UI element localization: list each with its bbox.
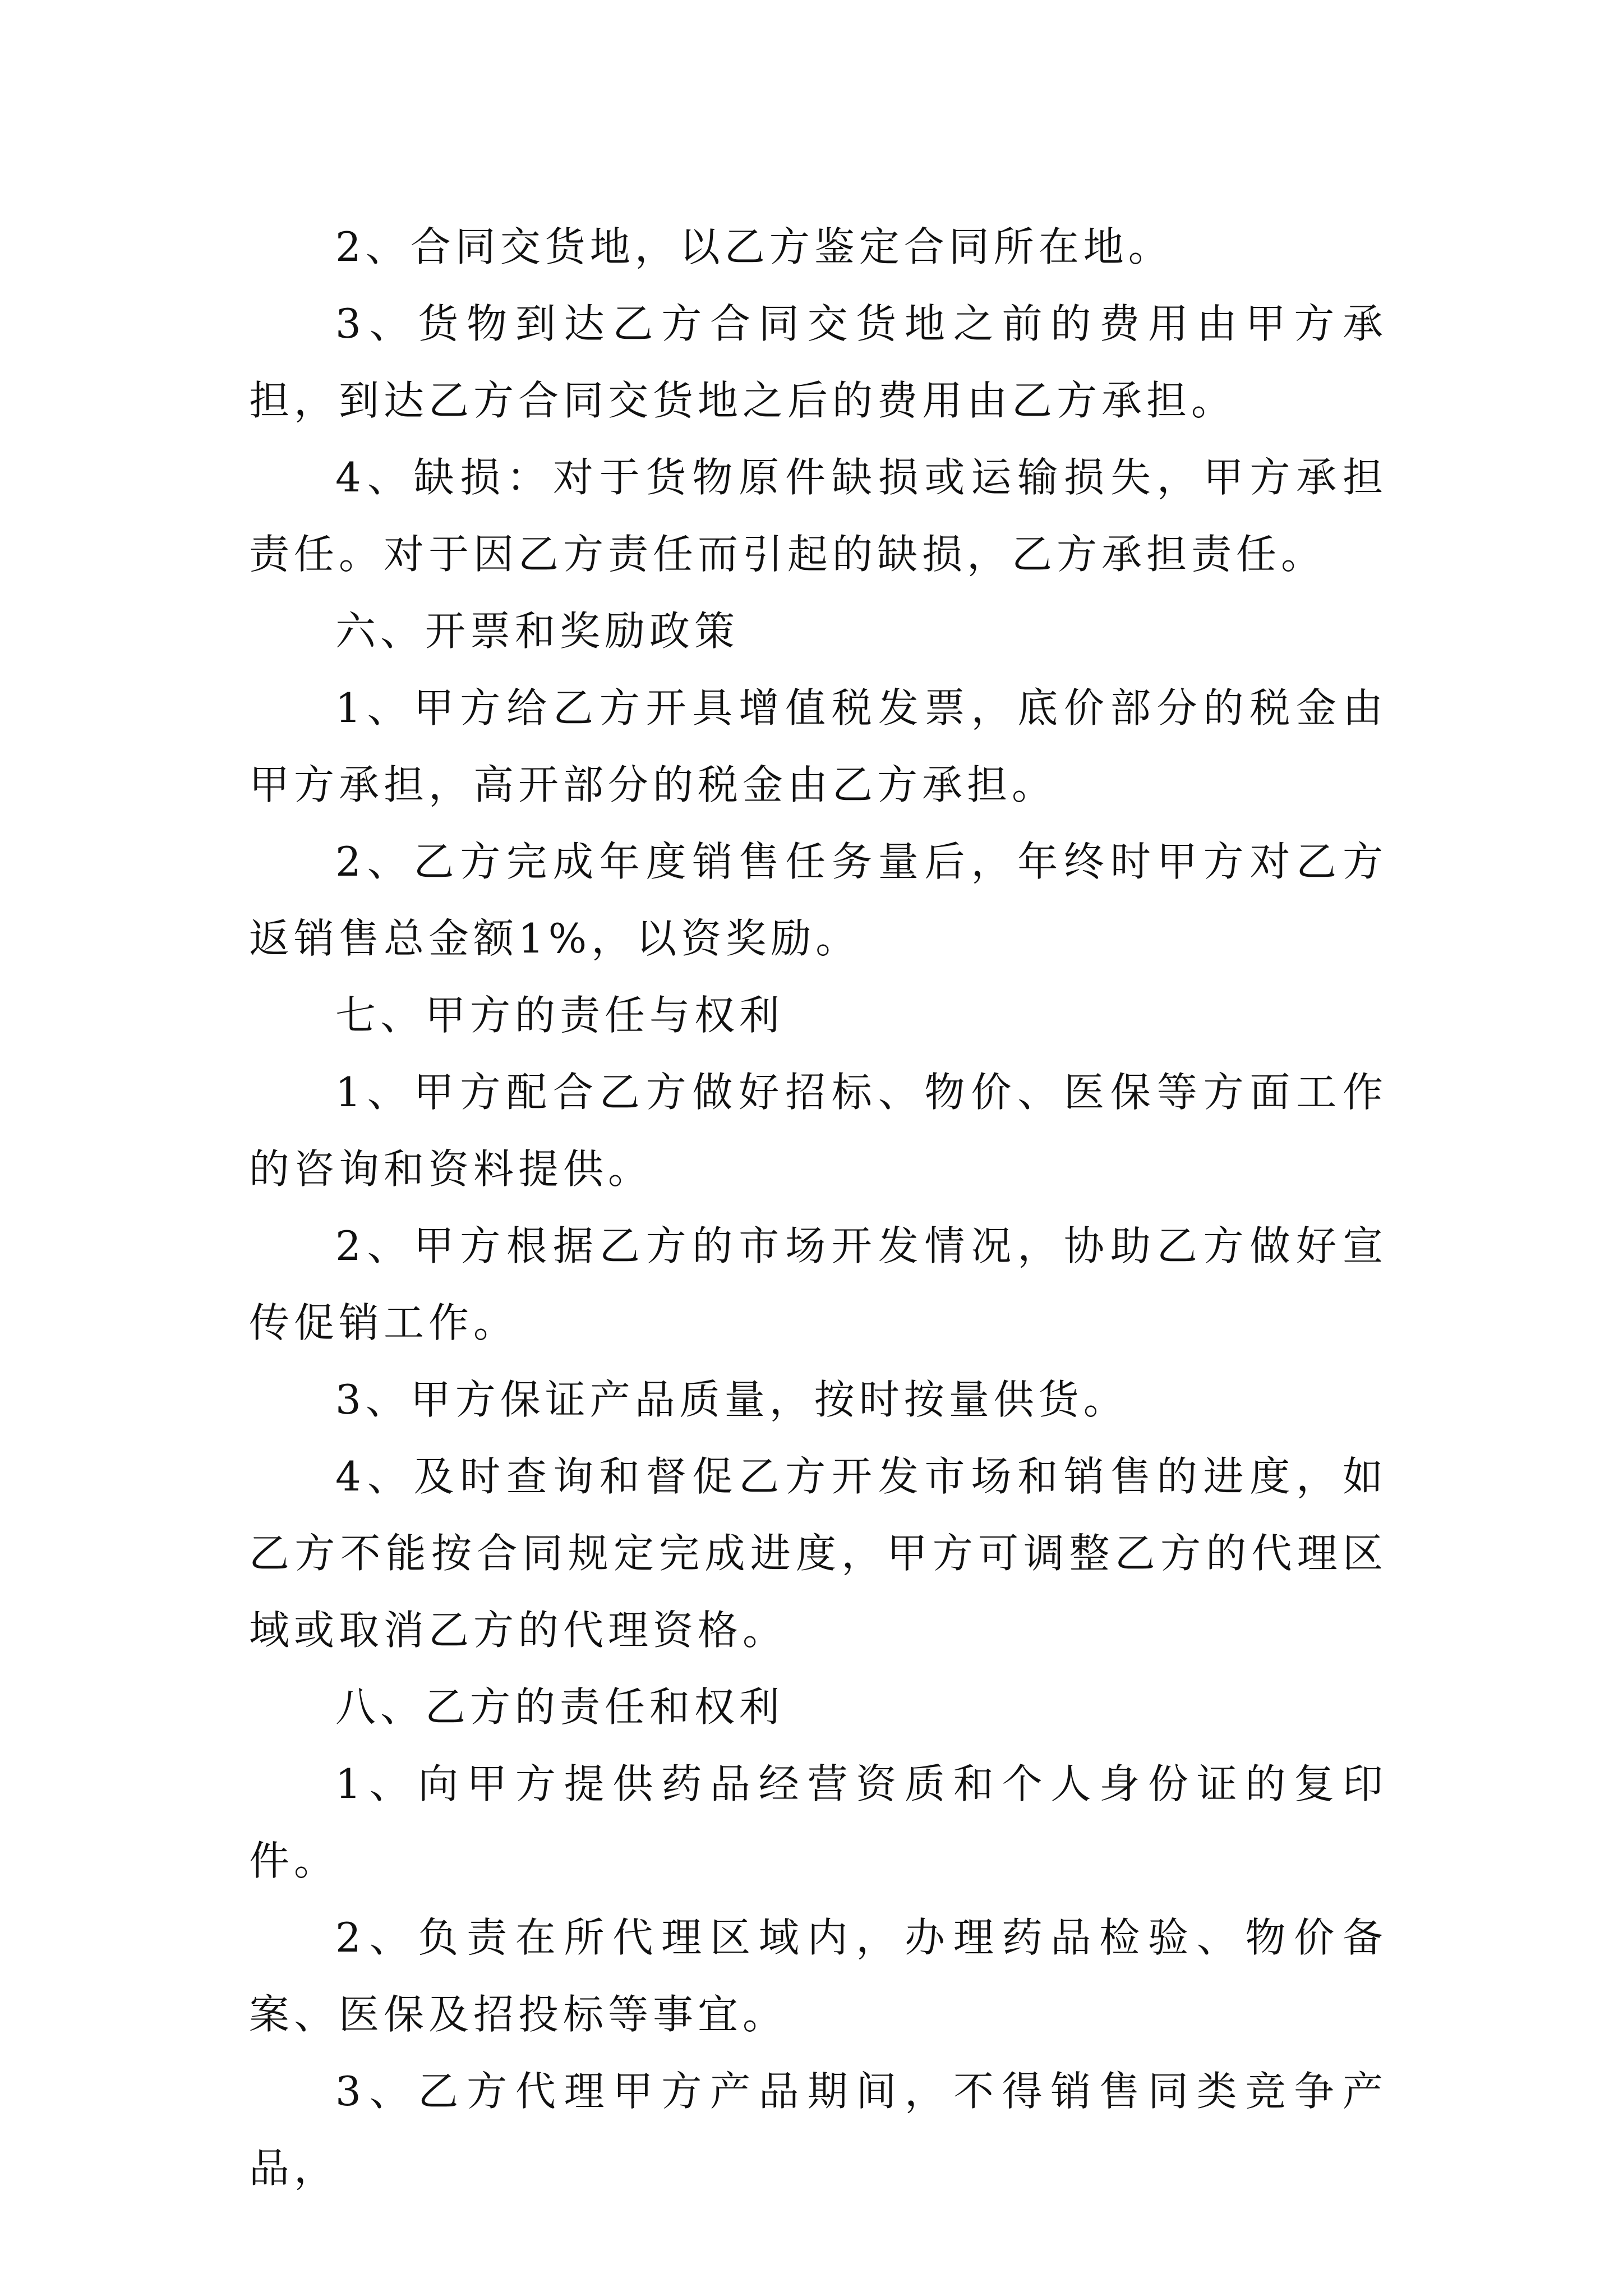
paragraph-party-a-promotion: 2、甲方根据乙方的市场开发情况，协助乙方做好宣传促销工作。 bbox=[249, 1222, 1387, 1346]
section-heading-invoicing: 六、开票和奖励政策 bbox=[335, 608, 740, 655]
document-body bbox=[249, 209, 1387, 2207]
paragraph-party-b-registration: 2、负责在所代理区域内，办理药品检验、物价备案、医保及招投标等事宜。 bbox=[249, 1914, 1387, 2038]
paragraph-damage-liability: 4、缺损：对于货物原件缺损或运输损失，甲方承担责任。对于因乙方责任而引起的缺损，乙方承担责任。 bbox=[249, 454, 1387, 578]
paragraph-party-b-noncompete: 3、乙方代理甲方产品期间，不得销售同类竞争产品， bbox=[249, 2068, 1387, 2192]
section-heading-party-a: 七、甲方的责任与权利 bbox=[335, 992, 785, 1039]
paragraph-delivery-costs: 3、货物到达乙方合同交货地之前的费用由甲方承担，到达乙方合同交货地之后的费用由乙方承担。 bbox=[249, 300, 1387, 424]
paragraph-party-a-supervision: 4、及时查询和督促乙方开发市场和销售的进度，如乙方不能按合同规定完成进度，甲方可调整乙方的代理区域或取消乙方的代理资格。 bbox=[249, 1453, 1387, 1654]
paragraph-party-a-consulting: 1、甲方配合乙方做好招标、物价、医保等方面工作的咨询和资料提供。 bbox=[249, 1069, 1387, 1193]
paragraph-party-b-documents: 1、向甲方提供药品经营资质和个人身份证的复印件。 bbox=[249, 1760, 1387, 1884]
section-heading-party-b: 八、乙方的责任和权利 bbox=[335, 1683, 785, 1731]
paragraph-annual-rebate: 2、乙方完成年度销售任务量后，年终时甲方对乙方返销售总金额1%，以资奖励。 bbox=[249, 838, 1387, 962]
paragraph-vat-invoice: 1、甲方给乙方开具增值税发票，底价部分的税金由甲方承担，高开部分的税金由乙方承担。 bbox=[249, 684, 1387, 808]
paragraph-party-a-quality: 3、甲方保证产品质量，按时按量供货。 bbox=[335, 1376, 1128, 1423]
paragraph-delivery-location: 2、合同交货地，以乙方鉴定合同所在地。 bbox=[335, 223, 1173, 270]
